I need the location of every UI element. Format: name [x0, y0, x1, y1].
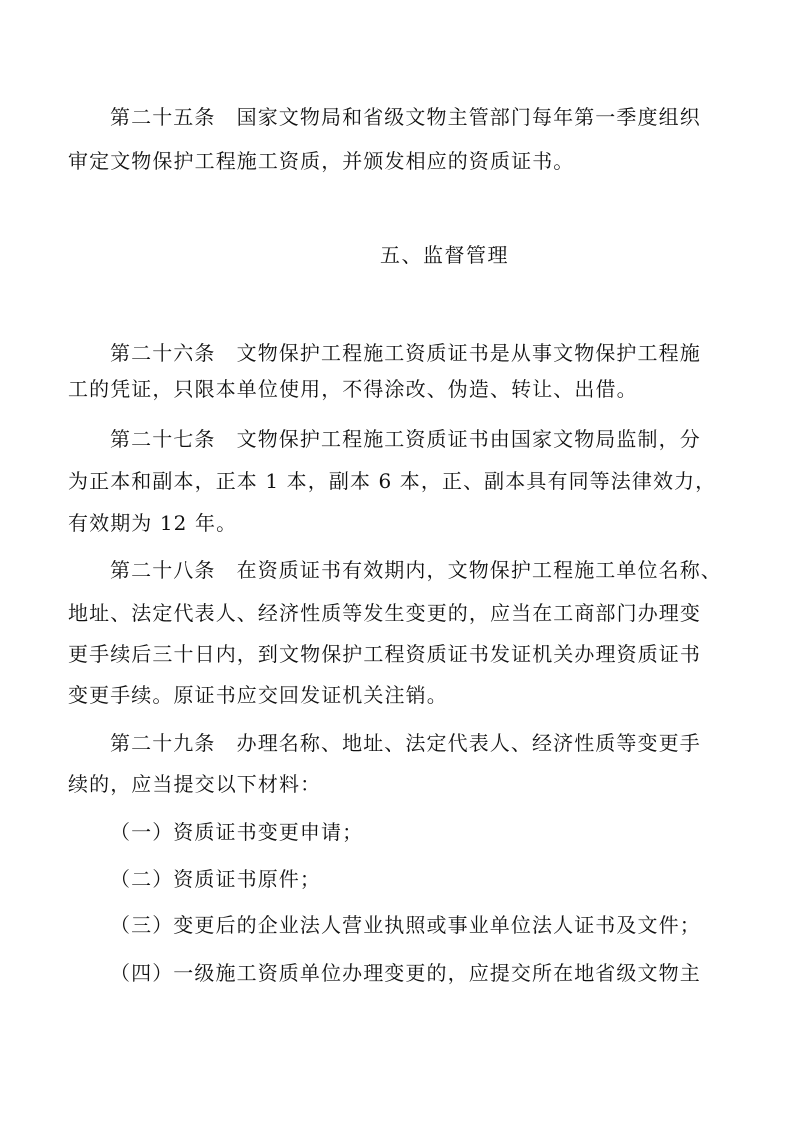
article-28-line-3: 更手续后三十日内，到文物保护工程资质证书发证机关办理资质证书: [68, 642, 701, 666]
materials-item-4: （四）一级施工资质单位办理变更的，应提交所在地省级文物主: [110, 961, 701, 985]
materials-item-3: （三）变更后的企业法人营业执照或事业单位法人证书及文件；: [110, 913, 701, 937]
article-25-line-1: 第二十五条 国家文物局和省级文物主管部门每年第一季度组织: [110, 105, 701, 129]
article-29-line-1: 第二十九条 办理名称、地址、法定代表人、经济性质等变更手: [110, 731, 701, 755]
article-28-line-2: 地址、法定代表人、经济性质等发生变更的，应当在工商部门办理变: [68, 601, 701, 625]
section-heading: 五、监督管理: [380, 243, 509, 267]
article-26-line-1: 第二十六条 文物保护工程施工资质证书是从事文物保护工程施: [110, 341, 701, 365]
article-27-line-3: 有效期为 12 年。: [68, 511, 238, 535]
article-27-line-1: 第二十七条 文物保护工程施工资质证书由国家文物局监制，分: [110, 427, 701, 451]
article-27-line-2: 为正本和副本，正本 1 本，副本 6 本，正、副本具有同等法律效力，: [68, 469, 717, 493]
article-25-line-2: 审定文物保护工程施工资质，并颁发相应的资质证书。: [68, 149, 575, 173]
materials-item-1: （一）资质证书变更申请；: [110, 820, 364, 844]
article-28-line-4: 变更手续。原证书应交回发证机关注销。: [68, 683, 448, 707]
article-26-line-2: 工的凭证，只限本单位使用，不得涂改、伪造、转让、出借。: [68, 377, 638, 401]
materials-item-2: （二）资质证书原件；: [110, 867, 321, 891]
article-28-line-1: 第二十八条 在资质证书有效期内，文物保护工程施工单位名称、: [110, 558, 722, 582]
article-29-line-2: 续的，应当提交以下材料：: [68, 772, 322, 796]
